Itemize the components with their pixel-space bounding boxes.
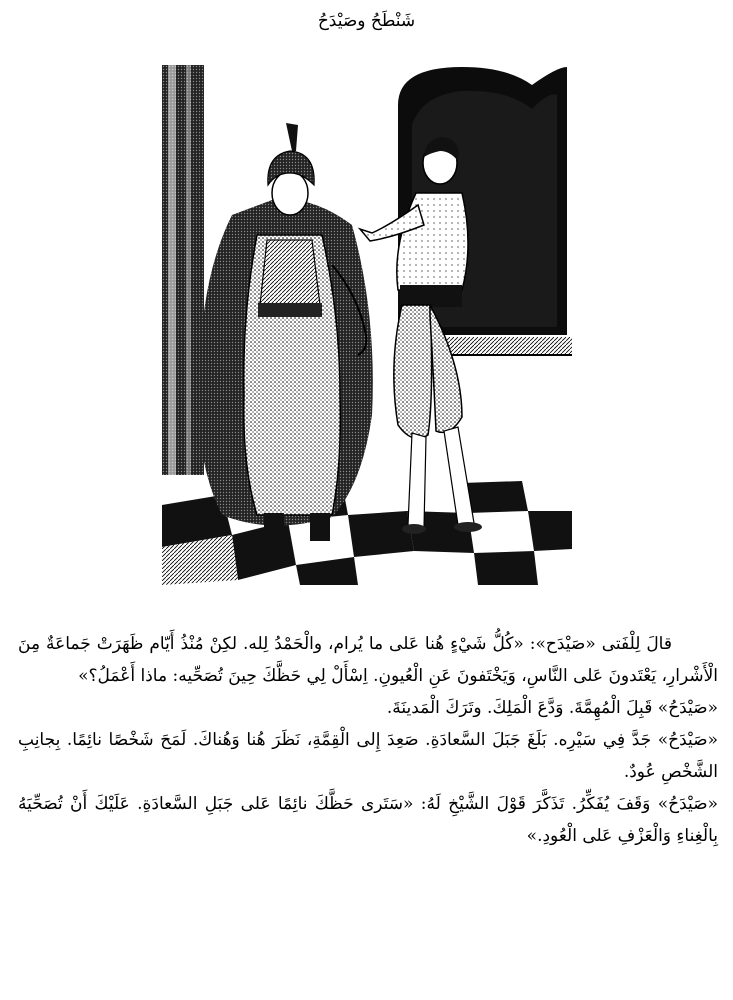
page-running-title: شَنْطَحُ وصَيْدَحُ [317,11,416,31]
paragraph-3: «صَيْدَحُ» جَدَّ فِي سَيْرِه. بَلَغَ جَبَلَ السَّعادَةِ. صَعِدَ إِلى الْقِمَّةِ، نَظَرَ هُنا وَهُناكَ. لَمَحَ شَخْصًا نائِمًا. بِجانِبِ الشَّخْصِ عُودٌ. [18,730,718,782]
paragraph-2: «صَيْدَحُ» قَبِلَ الْمُهِمَّةَ. وَدَّعَ الْمَلِكَ. وتَرَكَ الْمَدينَةَ. [386,698,718,718]
paragraph-4: «صَيْدَحُ» وَقَفَ يُفَكِّرُ. تَذَكَّرَ قَوْلَ الشَّيْخِ لَهُ: «سَتَرى حَظَّكَ نائِمًا عَلى جَبَلِ السَّعادَةِ. عَلَيْكَ أَنْ تُصَحِّيَهُ بِالْغِناءِ وَالْعَزْفِ عَلى الْعُودِ.» [18,794,718,846]
story-illustration [162,65,572,585]
paragraph-1: قالَ لِلْفَتى «صَيْدَح»: «كُلُّ شَيْءٍ هُنا عَلى ما يُرام، والْحَمْدُ لِله. لكِنْ مُنْذُ أَيّام ظَهَرَتْ جَماعَةٌ مِنَ الْأَشْرارِ، يَعْتَدونَ عَلى النَّاسِ، وَيَخْتَفونَ عَنِ الْعُيونِ. اِسْأَلْ لِي حَظَّكَ حِينَ تُصَحِّيه: ماذا أَعْمَلُ؟» [18,634,718,686]
engraving-two-men-talking-icon [162,65,572,585]
story-body [18,628,718,852]
